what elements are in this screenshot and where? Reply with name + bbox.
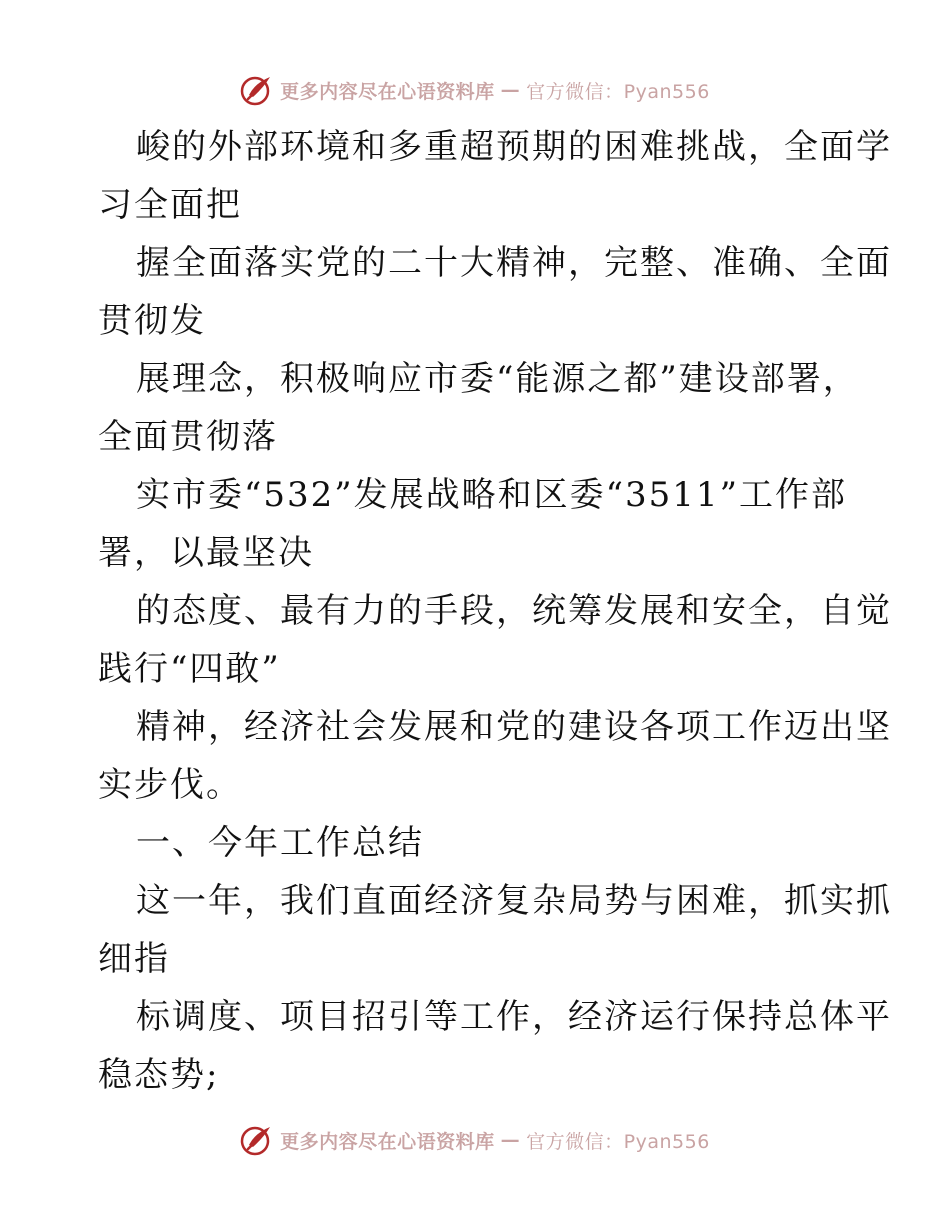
body-line: 精神，经济社会发展和党的建设各项工作迈出坚 bbox=[136, 707, 892, 747]
body-line: 践行“四敢” bbox=[98, 649, 281, 689]
body-line: 这一年，我们直面经济复杂局势与困难，抓实抓 bbox=[136, 881, 892, 921]
quill-pen-logo-icon bbox=[240, 1123, 274, 1157]
body-line: 展理念，积极响应市委“能源之都”建设部署， bbox=[136, 359, 859, 399]
body-line: 习全面把 bbox=[98, 185, 242, 225]
quill-pen-logo-icon bbox=[240, 73, 274, 107]
banner-wechat-text: 官方微信：Pyan556 bbox=[526, 1130, 710, 1153]
document-body bbox=[98, 118, 892, 1104]
body-line: 标调度、项目招引等工作，经济运行保持总体平 bbox=[136, 997, 892, 1037]
body-line: 握全面落实党的二十大精神，完整、准确、全面 bbox=[136, 243, 892, 283]
body-line: 的态度、最有力的手段，统筹发展和安全，自觉 bbox=[136, 591, 892, 631]
body-line: 署，以最坚决 bbox=[98, 533, 314, 573]
body-line: 全面贯彻落 bbox=[98, 417, 278, 457]
body-line: 实市委“532”发展战略和区委“3511”工作部 bbox=[136, 475, 847, 515]
footer-watermark-banner bbox=[0, 1120, 950, 1160]
banner-wechat-text: 官方微信：Pyan556 bbox=[526, 80, 710, 103]
body-line: 贯彻发 bbox=[98, 301, 206, 341]
banner-dash: — bbox=[500, 1129, 521, 1151]
body-line: 稳态势; bbox=[98, 1055, 220, 1095]
body-line: 细指 bbox=[98, 939, 170, 979]
section-heading: 一、今年工作总结 bbox=[136, 823, 424, 863]
header-watermark-banner bbox=[0, 70, 950, 110]
body-line: 峻的外部环境和多重超预期的困难挑战，全面学 bbox=[136, 127, 892, 167]
banner-site-text: 更多内容尽在心语资料库 bbox=[280, 80, 495, 103]
banner-site-text: 更多内容尽在心语资料库 bbox=[280, 1130, 495, 1153]
body-line: 实步伐。 bbox=[98, 765, 242, 805]
banner-dash: — bbox=[500, 79, 521, 101]
